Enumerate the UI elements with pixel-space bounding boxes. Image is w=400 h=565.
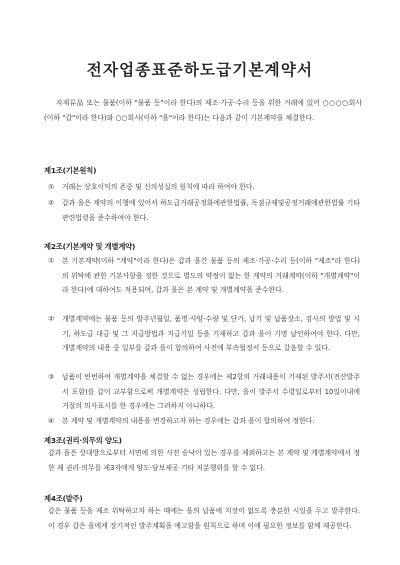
- item-text: 거래는 상호이익의 존중 및 신의성실의 원칙에 따라 하여야 한다.: [62, 183, 255, 191]
- article-2-item-1: [48, 254, 360, 298]
- item-text: 갑과 을은 계약의 이행에 있어서 하도급거래공정화에관한법률, 독점규제및공정거래에관한법률 기타 관련법령을 준수하여야 한다.: [62, 199, 360, 222]
- article-3-heading: 제3조(권리·의무의 양도): [44, 436, 122, 445]
- article-1-item-1: [48, 180, 360, 195]
- article-4-heading: 제4조(발주): [44, 494, 83, 503]
- item-marker: ③: [48, 373, 55, 381]
- article-2-item-2: [48, 312, 360, 356]
- article-2-item-3: [48, 370, 360, 414]
- article-1-item-2: [48, 196, 360, 225]
- article-4-text: 갑은 물품 등을 제조 위탁하고자 하는 때에는 을의 납품에 지장이 없도록 충분한 시일을 두고 발주한다. 이 경우 갑은 을에게 장기적인 발주계획을 예고함을 원칙으로 하며 이에 필요한 정보를 함께 제공한다.: [48, 507, 360, 530]
- document-title: 전자업종표준하도급기본계약서: [86, 60, 314, 79]
- item-marker: ①: [48, 257, 55, 265]
- article-3-text: 갑과 을은 상대방으로부터 서면에 의한 사전 승낙이 있는 경우를 제외하고는 본 계약 및 개별계약에서 정한 제 권리·의무를 제3자에게 양도·담보제공 기타 처분행위를 할 수 없다.: [48, 449, 360, 472]
- intro-paragraph: 자재류品 또는 물품(이하 "물품 등"이라 한다)의 제조·가공·수리 등을 위한 거래에 있어 ○○○○회사(이하 "갑"이라 한다)와 ○○회사(이하 "을"이라 한다)는 다음과 같이 기본계약을 체결한다.: [44, 99, 362, 122]
- item-marker: ①: [48, 183, 55, 191]
- item-marker: ②: [48, 315, 55, 323]
- item-text: 납품이 빈번하여 개별계약을 체결할 수 없는 경우에는 제2항의 거래내용이 기재된 발주서(전산발주서 포함)를 갑이 교부함으로써 개별계약은 성립한다. 다만, 을이 발주서 수령일로부터 10일이내에 거절의 의사표시를 한 경우에는 그러하지 아니하다.: [62, 373, 360, 410]
- item-text: 본 계약 및 개별계약의 내용을 변경하고자 하는 경우에는 갑과 을이 합의하여 정한다.: [62, 417, 315, 425]
- item-marker: ②: [48, 199, 55, 207]
- item-text: 개별계약에는 물품 등의 발주년월일, 품명·사양·수량 및 단가, 납기 및 납품장소, 검사의 방법 및 시기, 하도급 대금 및 그 지급방법과 지급기일 등을 기재하고 갑과 을이 기명 날인하여야 한다. 다만, 개별계약의 내용 중 일부를 갑과 을이 합의하여 사전에 부속협정서 등으로 갈음할 수 있다.: [62, 315, 360, 352]
- item-marker: ④: [48, 417, 55, 425]
- item-text: 본 기본계약(이하 "계약"이라 한다)은 갑과 을간 물품 등의 제조·가공·수리 등(이하 "제조"라 한다)의 위탁에 관한 기본사항을 정한 것으로 별도의 약정이 없는 한 계약의 거래계약(이하 "개별계약"이라 한다)에 대하여도 적용되며, 갑과 을은 본 계약 및 개별계약을 준수한다.: [62, 257, 360, 294]
- article-2-heading: 제2조(기본계약 및 개별계약): [44, 242, 136, 251]
- article-2-item-4: [48, 414, 360, 429]
- article-1-heading: 제1조(기본원칙): [44, 166, 97, 175]
